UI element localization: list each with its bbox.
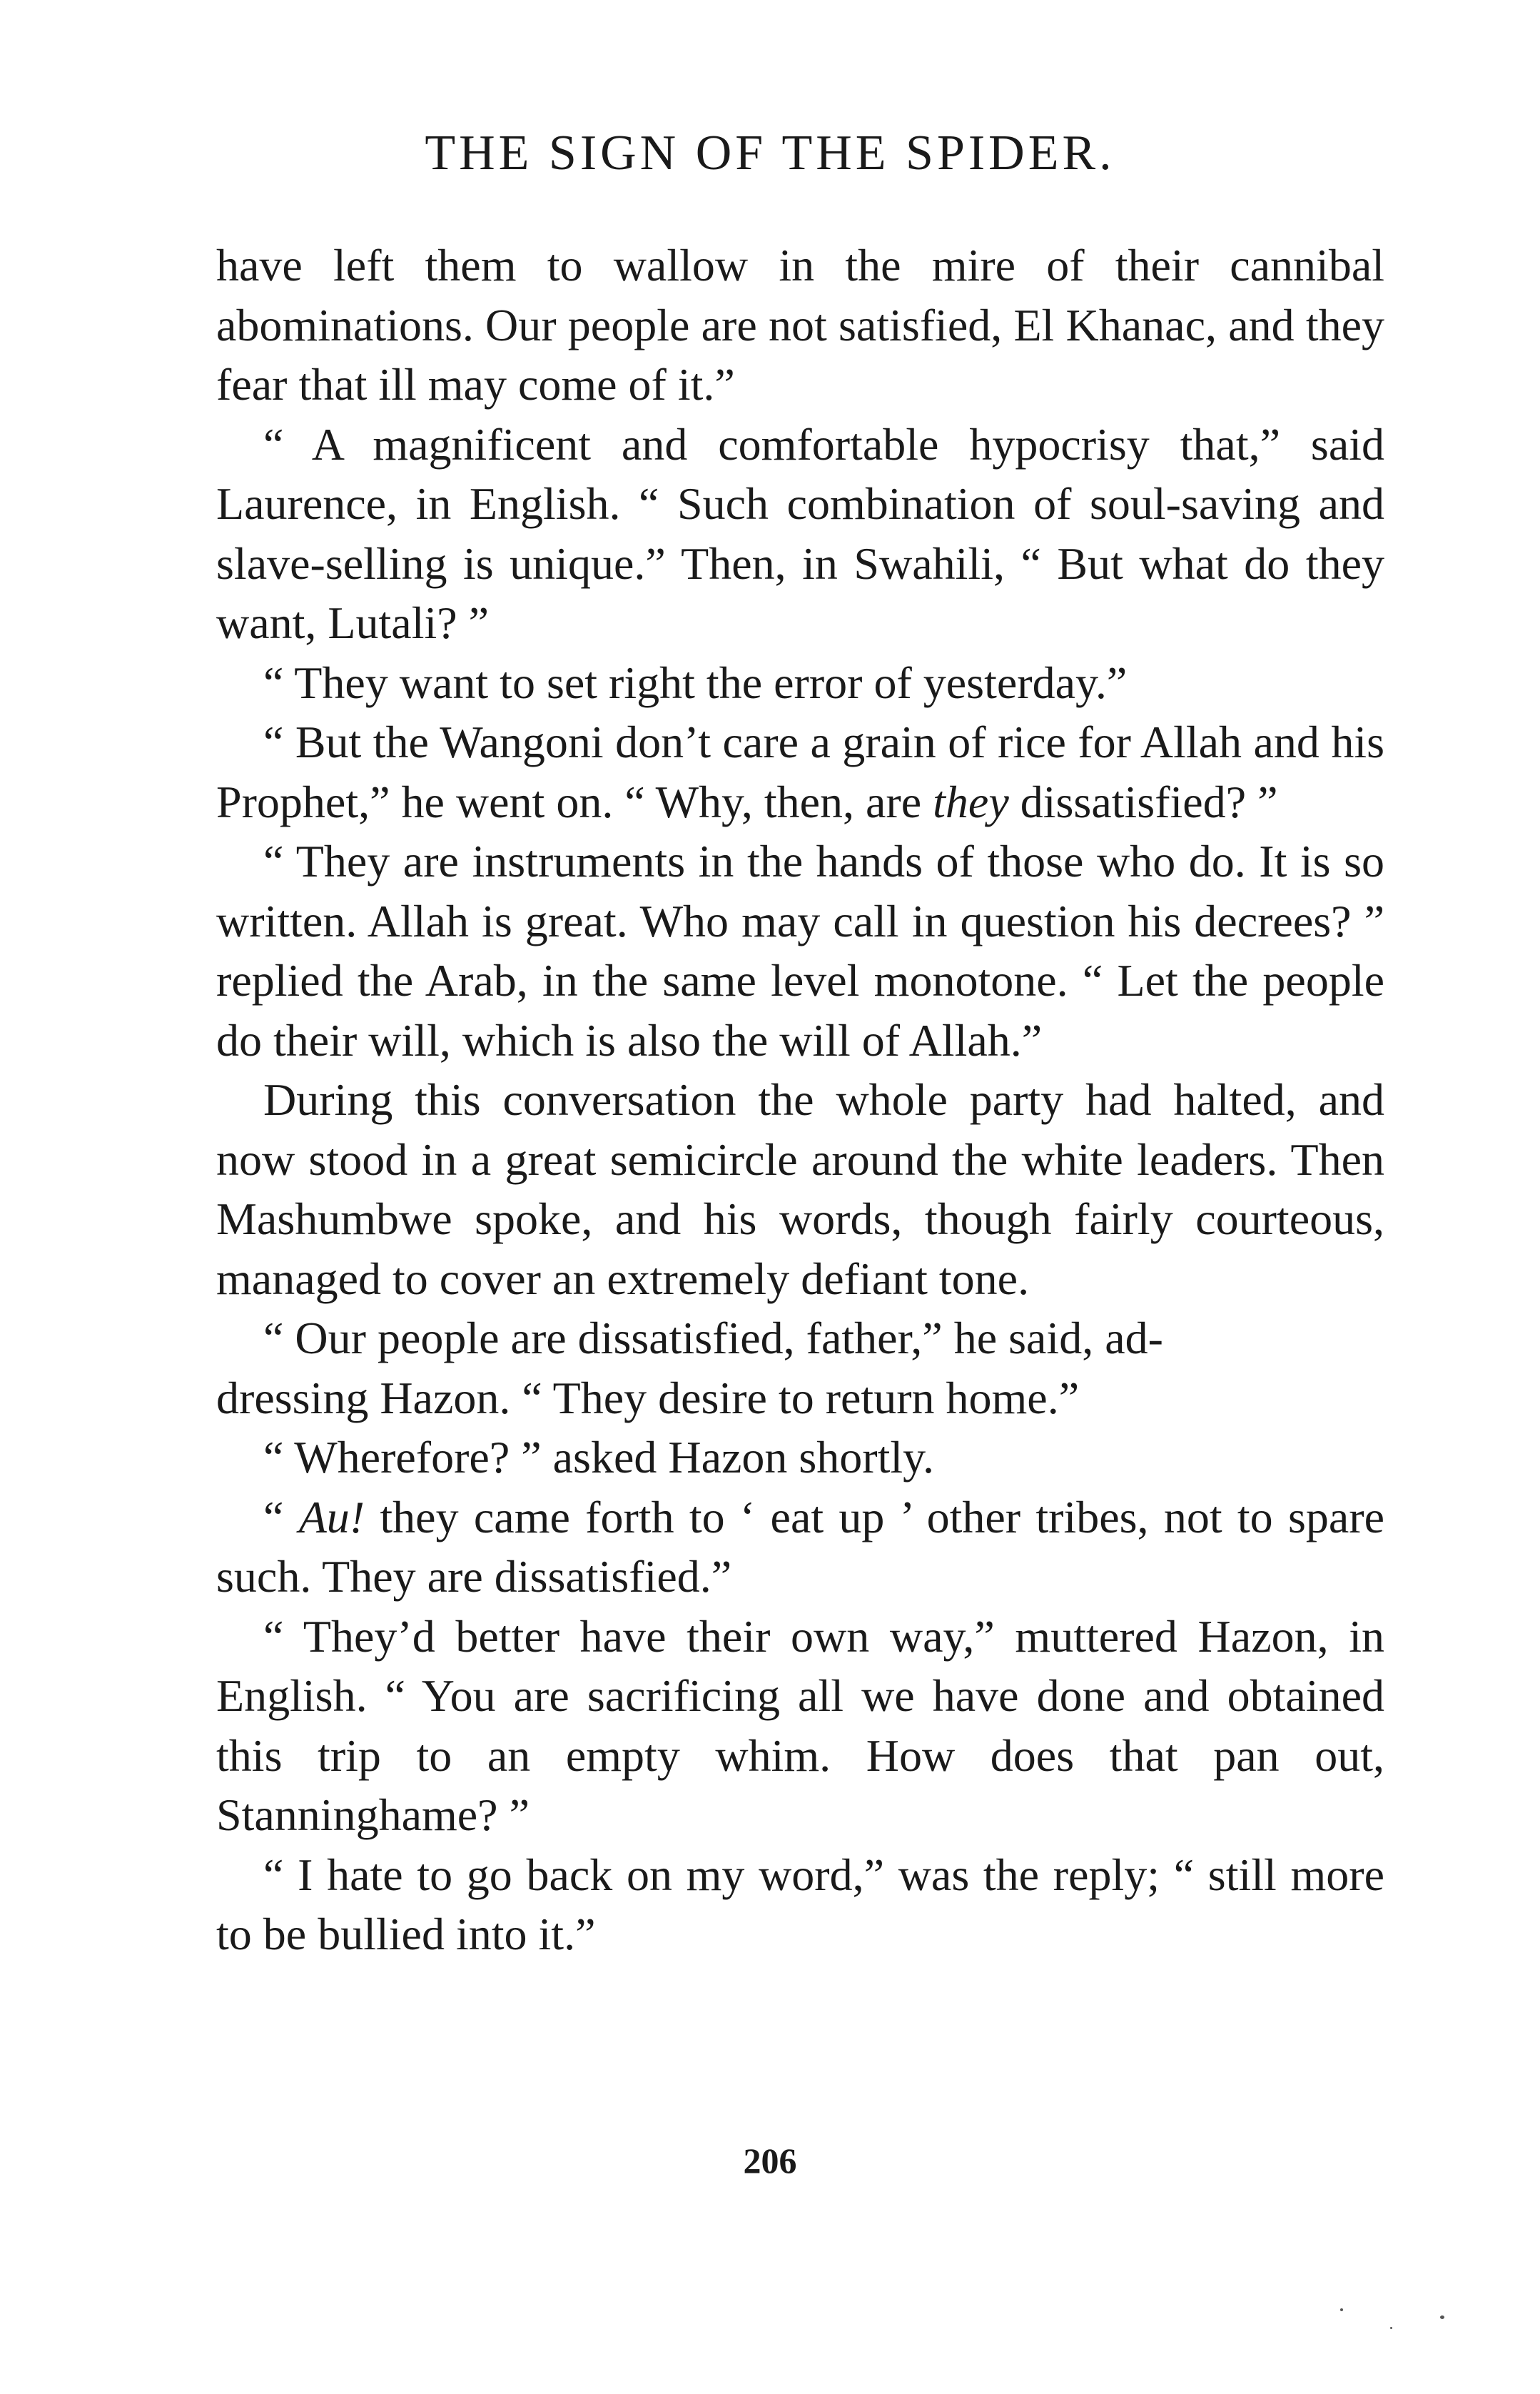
paragraph-text: “ bbox=[263, 1491, 299, 1542]
page-number: 206 bbox=[743, 2141, 797, 2181]
paragraph: “ A magnificent and comfortable hypocrisy that,” said Laurence, in English. “ Such combination of soul-saving and slave-selling is unique.” Then, in Swahili, “ But what do they want, Lutali? ” bbox=[216, 418, 1384, 648]
paragraph bbox=[216, 1308, 1384, 1428]
speck bbox=[1390, 2327, 1392, 2329]
body-text bbox=[216, 236, 1384, 1964]
paragraph-text: dressing Hazon. “ They desire to return home.” bbox=[216, 1372, 1080, 1423]
paragraph: “ They’d better have their own way,” muttered Hazon, in English. “ You are sacrificing all we have done and obtained this trip to an empty whim. How does that pan out, Stanninghame? ” bbox=[216, 1610, 1384, 1840]
paragraph-text: “ But the Wangoni don’t care a grain of rice for Allah and his Prophet,” he went on. “ Why, then, are bbox=[216, 717, 1384, 827]
paragraph: “ I hate to go back on my word,” was the reply; “ still more to be bullied into it.” bbox=[216, 1849, 1384, 1959]
paragraph: “ Wherefore? ” asked Hazon shortly. bbox=[263, 1432, 934, 1483]
emphasis-text: they bbox=[933, 776, 1009, 827]
emphasis-text: Au! bbox=[298, 1491, 365, 1542]
paragraph bbox=[216, 1488, 1384, 1607]
paragraph bbox=[216, 712, 1384, 832]
paragraph-text: “ Our people are dissatisfied, father,” he said, ad- bbox=[263, 1313, 1163, 1363]
paper-specks bbox=[1333, 2305, 1476, 2334]
running-title: THE SIGN OF THE SPIDER. bbox=[425, 126, 1115, 181]
paragraph: During this conversation the whole party had halted, and now stood in a great semicircle around the white leaders. Then Mashumbwe spoke, and his words, though fairly courteous, managed to cover an extremely defiant tone. bbox=[216, 1074, 1384, 1304]
paragraph-continued: have left them to wallow in the mire of their cannibal abominations. Our people are not satisfied, El Khanac, and they fear that ill may come of it.” bbox=[216, 240, 1384, 410]
speck bbox=[1340, 2308, 1343, 2311]
paragraph-text: dissatisfied? ” bbox=[1008, 776, 1278, 827]
paragraph: “ They want to set right the error of yesterday.” bbox=[263, 657, 1128, 708]
paragraph: “ They are instruments in the hands of those who do. It is so written. Allah is great. Who may call in question his decrees? ” replied the Arab, in the same level monotone. “ Let the people do their will, which is also the will of Allah.” bbox=[216, 836, 1384, 1066]
speck bbox=[1440, 2315, 1444, 2319]
paragraph-text: they came forth to ‘ eat up ’ other tribes, not to spare such. They are dissatisfied.” bbox=[216, 1491, 1385, 1602]
